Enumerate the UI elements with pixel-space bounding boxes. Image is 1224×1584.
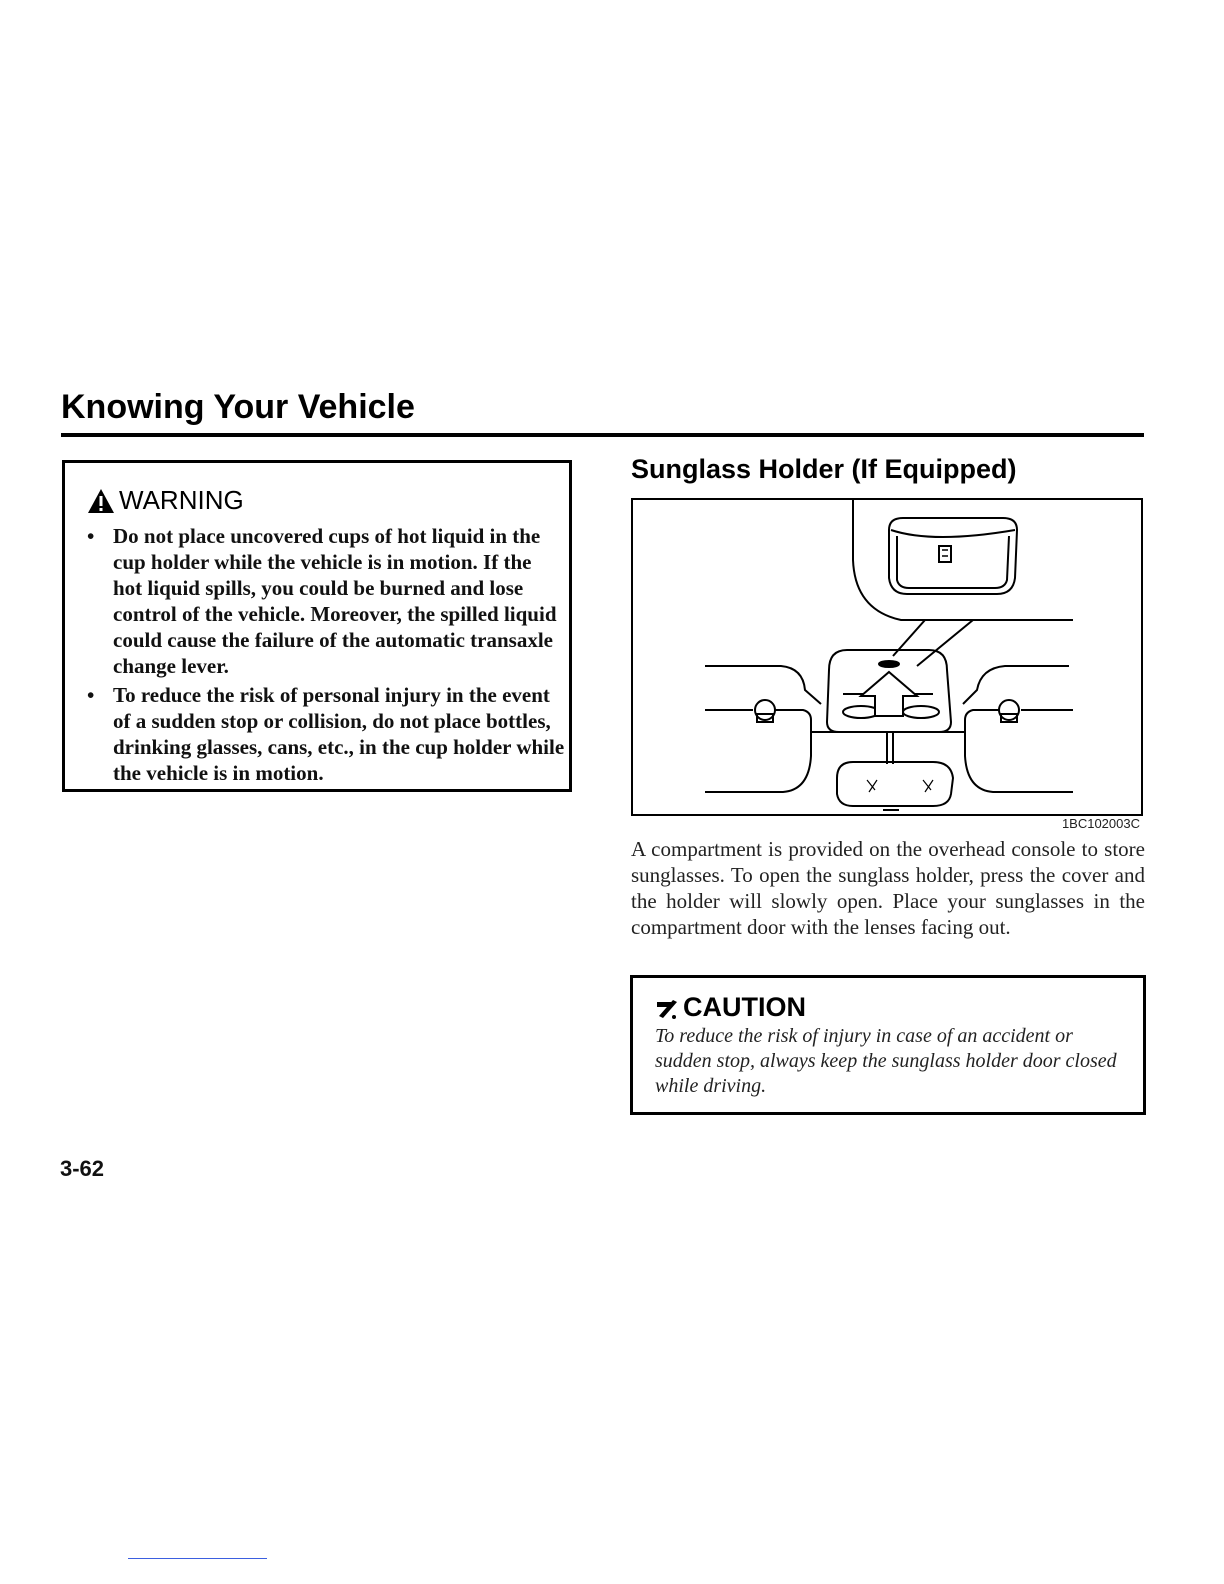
section-body: A compartment is provided on the overhead console to store sunglasses. To open the sunglass holder, press the cover and the holder will slowly open. Place your sunglasses in the compartment door with the lenses facing out. — [631, 837, 1145, 939]
page-number: 3-62 — [60, 1156, 105, 1181]
caution-heading — [655, 992, 806, 1023]
bullet-icon: • — [87, 683, 95, 707]
warning-item — [87, 682, 565, 786]
warning-heading — [87, 485, 244, 516]
bullet-icon: • — [87, 524, 95, 548]
caution-text: To reduce the risk of injury in case of an accident or sudden stop, always keep the sunglass holder door closed while driving. — [655, 1025, 1117, 1097]
caution-slash-icon — [655, 996, 679, 1020]
bottom-line — [128, 1558, 267, 1559]
warning-item-text: To reduce the risk of personal injury in the event of a sudden stop or collision, do not place bottles, drinking glasses, cans, etc., in the cup holder while the vehicle is in motion. — [113, 683, 565, 785]
caution-box — [630, 975, 1146, 1115]
page-title: Knowing Your Vehicle — [61, 388, 415, 426]
warning-box — [62, 460, 572, 792]
warning-list — [87, 523, 565, 789]
warning-heading-text: WARNING — [119, 485, 244, 515]
caution-heading-text: CAUTION — [683, 992, 806, 1022]
warning-item-text: Do not place uncovered cups of hot liquid in the cup holder while the vehicle is in motion. If the hot liquid spills, you could be burned and lose control of the vehicle. Moreover, the spilled liquid could cause the failure of the automatic transaxle change lever. — [113, 524, 557, 678]
warning-item — [87, 523, 565, 679]
warning-triangle-icon — [87, 488, 115, 514]
sunglass-holder-illustration — [631, 498, 1143, 816]
title-rule — [61, 433, 1144, 437]
figure-code: 1BC102003C — [1061, 816, 1140, 831]
section-title: Sunglass Holder (If Equipped) — [631, 454, 1017, 484]
